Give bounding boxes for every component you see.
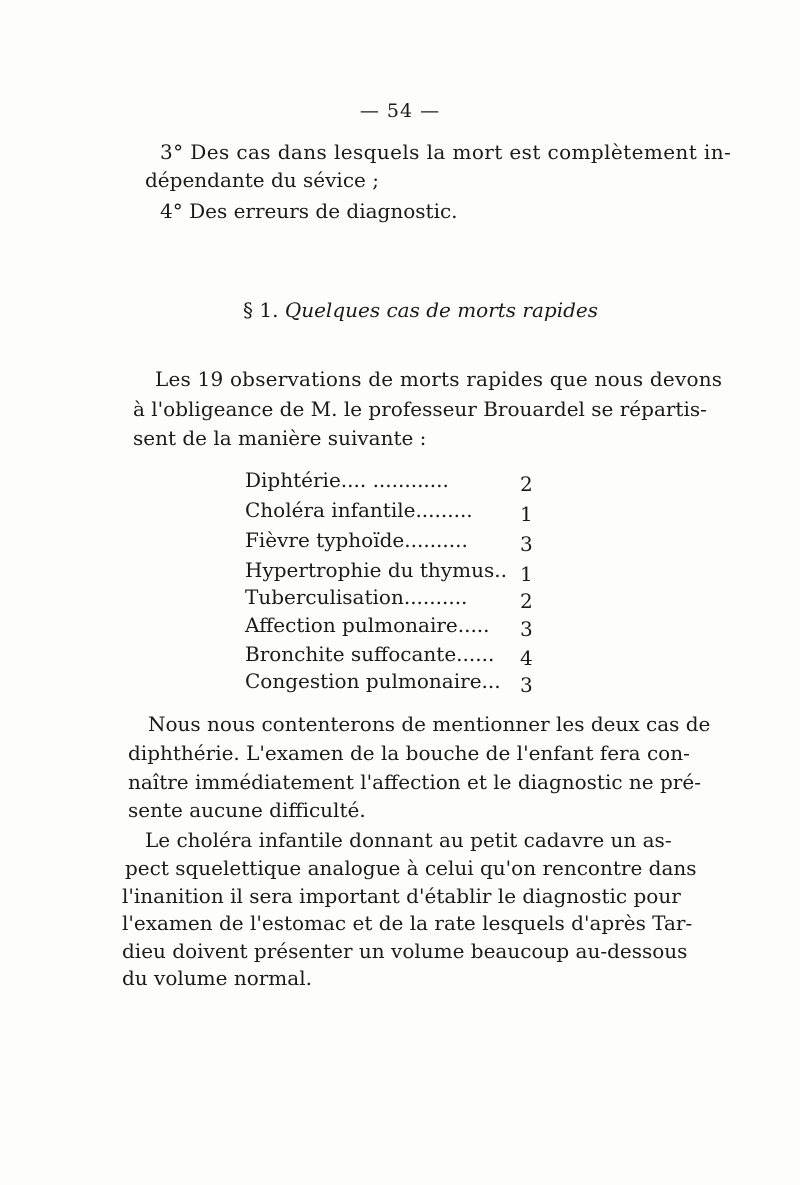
paragraph-3-line-2: pect squelettique analogue à celui qu'on rencontre dans <box>125 856 697 880</box>
cause-row <box>245 470 545 496</box>
cause-label: Diphtérie.... ............ <box>245 468 449 492</box>
cause-row <box>245 587 545 613</box>
page-number: — 54 — <box>359 100 441 122</box>
intro-item-4: 4° Des erreurs de diagnostic. <box>160 199 458 223</box>
cause-count: 2 <box>520 589 533 613</box>
paragraph-3-line-3: l'inanition il sera important d'établir le diagnostic pour <box>122 884 681 908</box>
cause-label: Tuberculisation.......... <box>245 585 468 609</box>
cause-count: 1 <box>520 562 533 586</box>
cause-count: 3 <box>520 617 533 641</box>
paragraph-3-line-5: dieu doivent présenter un volume beaucoup au-dessous <box>122 939 688 963</box>
cause-count: 3 <box>520 673 533 697</box>
section-number: § 1. <box>243 298 279 322</box>
cause-label: Congestion pulmonaire... <box>245 669 501 693</box>
paragraph-3-line-1: Le choléra infantile donnant au petit cadavre un as- <box>145 828 672 852</box>
cause-count: 1 <box>520 502 533 526</box>
cause-label: Bronchite suffocante...... <box>245 642 495 666</box>
paragraph-1-line-1: Les 19 observations de morts rapides que nous devons <box>155 367 723 391</box>
intro-item-3-line-2: dépendante du sévice ; <box>145 168 379 192</box>
paragraph-3-line-6: du volume normal. <box>122 966 312 990</box>
paragraph-2-line-2: diphthérie. L'examen de la bouche de l'enfant fera con- <box>128 741 690 765</box>
paragraph-2-line-4: sente aucune difficulté. <box>128 798 366 822</box>
paragraph-1-line-3: sent de la manière suivante : <box>133 426 427 450</box>
cause-count: 2 <box>520 472 533 496</box>
cause-row <box>245 644 545 670</box>
cause-label: Fièvre typhoïde.......... <box>245 528 468 552</box>
cause-row <box>245 500 545 526</box>
cause-count: 3 <box>520 532 533 556</box>
paragraph-3-line-4: l'examen de l'estomac et de la rate lesquels d'après Tar- <box>122 911 693 935</box>
intro-item-3-line-1: 3° Des cas dans lesquels la mort est complètement in- <box>160 140 732 164</box>
cause-row <box>245 615 545 641</box>
cause-count: 4 <box>520 646 533 670</box>
cause-label: Choléra infantile......... <box>245 498 473 522</box>
cause-row <box>245 530 545 556</box>
section-title: Quelques cas de morts rapides <box>284 298 599 322</box>
section-heading <box>243 300 598 320</box>
paragraph-2-line-1: Nous nous contenterons de mentionner les deux cas de <box>148 712 711 736</box>
paragraph-1-line-2: à l'obligeance de M. le professeur Brouardel se répartis- <box>133 397 707 421</box>
cause-row <box>245 671 545 697</box>
cause-label: Affection pulmonaire..... <box>245 613 490 637</box>
paragraph-2-line-3: naître immédiatement l'affection et le diagnostic ne pré- <box>128 770 701 794</box>
cause-label: Hypertrophie du thymus.. <box>245 558 507 582</box>
cause-row <box>245 560 545 586</box>
